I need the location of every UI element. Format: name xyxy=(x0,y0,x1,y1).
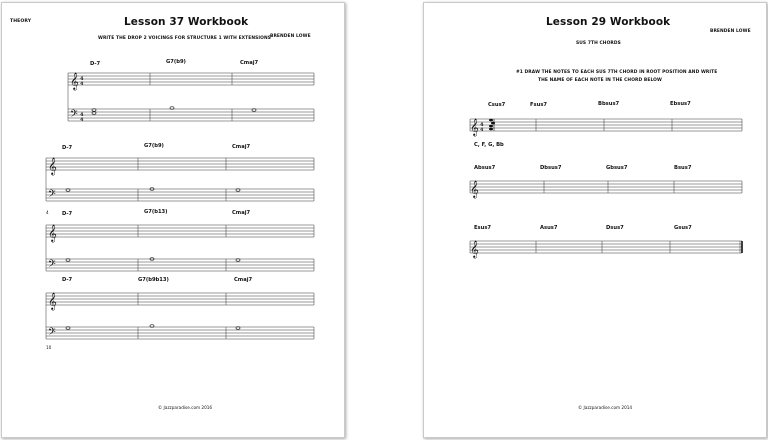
worksheet-page-lesson-29 xyxy=(423,2,767,438)
copyright-footer: © Jazzparadise.com 2016 xyxy=(158,405,213,410)
svg-text:4: 4 xyxy=(480,127,484,133)
page-title: Lesson 29 Workbook xyxy=(546,16,671,28)
svg-text:𝄞: 𝄞 xyxy=(470,118,479,136)
svg-text:𝄞: 𝄞 xyxy=(48,292,57,310)
svg-text:𝄞: 𝄞 xyxy=(48,157,57,175)
page-subtitle: WRITE THE DROP 2 VOICINGS FOR STRUCTURE 1 WITH EXTENSIONS xyxy=(98,36,271,41)
svg-text:𝄢: 𝄢 xyxy=(70,108,78,122)
chord-symbol: Cmaj7 xyxy=(234,277,253,283)
svg-text:4: 4 xyxy=(80,76,84,82)
page-title: Lesson 37 Workbook xyxy=(124,16,249,28)
chord-symbol: D-7 xyxy=(62,277,73,283)
chord-symbol: G7(b9b13) xyxy=(138,277,169,283)
staff-treble-1 xyxy=(68,73,314,85)
chord-symbol: Ebsus7 xyxy=(670,101,691,107)
chord-symbol: D-7 xyxy=(62,145,73,151)
svg-text:4: 4 xyxy=(80,117,84,123)
chord-symbol: Gbsus7 xyxy=(606,165,628,171)
svg-text:𝄞: 𝄞 xyxy=(48,224,57,242)
chord-symbol: Cmaj7 xyxy=(232,144,251,150)
chord-symbol: Cmaj7 xyxy=(232,210,251,216)
chord-symbol: Esus7 xyxy=(474,225,492,231)
chord-symbol: Dbsus7 xyxy=(540,165,562,171)
music-staves-right xyxy=(424,3,766,437)
chord-symbol: Bsus7 xyxy=(674,165,692,171)
chord-symbol: Bbsus7 xyxy=(598,101,620,107)
instructions-line-2: THE NAME OF EACH NOTE IN THE CHORD BELOW xyxy=(538,78,662,83)
worksheet-page-lesson-37 xyxy=(1,2,345,438)
chord-symbol: G7(b9) xyxy=(166,59,186,65)
chord-symbol: Cmaj7 xyxy=(240,60,259,66)
music-staves-left xyxy=(2,3,344,437)
chord-symbol: D-7 xyxy=(62,211,73,217)
chord-symbol: G7(b9) xyxy=(144,143,164,149)
page-marker: 10 xyxy=(46,345,52,350)
chord-symbol: Fsus7 xyxy=(530,102,548,108)
copyright-footer: © Jazzparadise.com 2014 xyxy=(578,405,633,410)
svg-text:𝄢: 𝄢 xyxy=(48,326,56,340)
svg-text:𝄢: 𝄢 xyxy=(48,258,56,272)
staff-bass-1 xyxy=(68,109,314,121)
instructions-line-1: #1 DRAW THE NOTES TO EACH SUS 7TH CHORD IN ROOT POSITION AND WRITE xyxy=(516,70,718,75)
svg-text:𝄢: 𝄢 xyxy=(48,188,56,202)
measure-number: 4 xyxy=(46,210,49,215)
author-name: BRENDEN LOWE xyxy=(710,29,751,34)
author-name: BRENDEN LOWE xyxy=(270,34,311,39)
answer-notes: C, F, G, Bb xyxy=(474,142,504,148)
chord-symbol: Gsus7 xyxy=(674,225,692,231)
header-left-label: THEORY xyxy=(10,19,32,24)
chord-symbol: D-7 xyxy=(90,61,101,67)
chord-symbol: Dsus7 xyxy=(606,225,624,231)
chord-symbol: G7(b13) xyxy=(144,209,168,215)
chord-symbol: Csus7 xyxy=(488,102,506,108)
svg-text:4: 4 xyxy=(80,81,84,87)
svg-text:𝄞: 𝄞 xyxy=(70,72,79,90)
svg-text:𝄞: 𝄞 xyxy=(470,240,479,258)
page-subtitle: SUS 7TH CHORDS xyxy=(576,41,621,46)
chord-symbol: Asus7 xyxy=(540,225,558,231)
chord-symbol: Absus7 xyxy=(474,165,496,171)
svg-text:𝄞: 𝄞 xyxy=(470,180,479,198)
svg-text:4: 4 xyxy=(480,122,484,128)
svg-text:4: 4 xyxy=(80,112,84,118)
